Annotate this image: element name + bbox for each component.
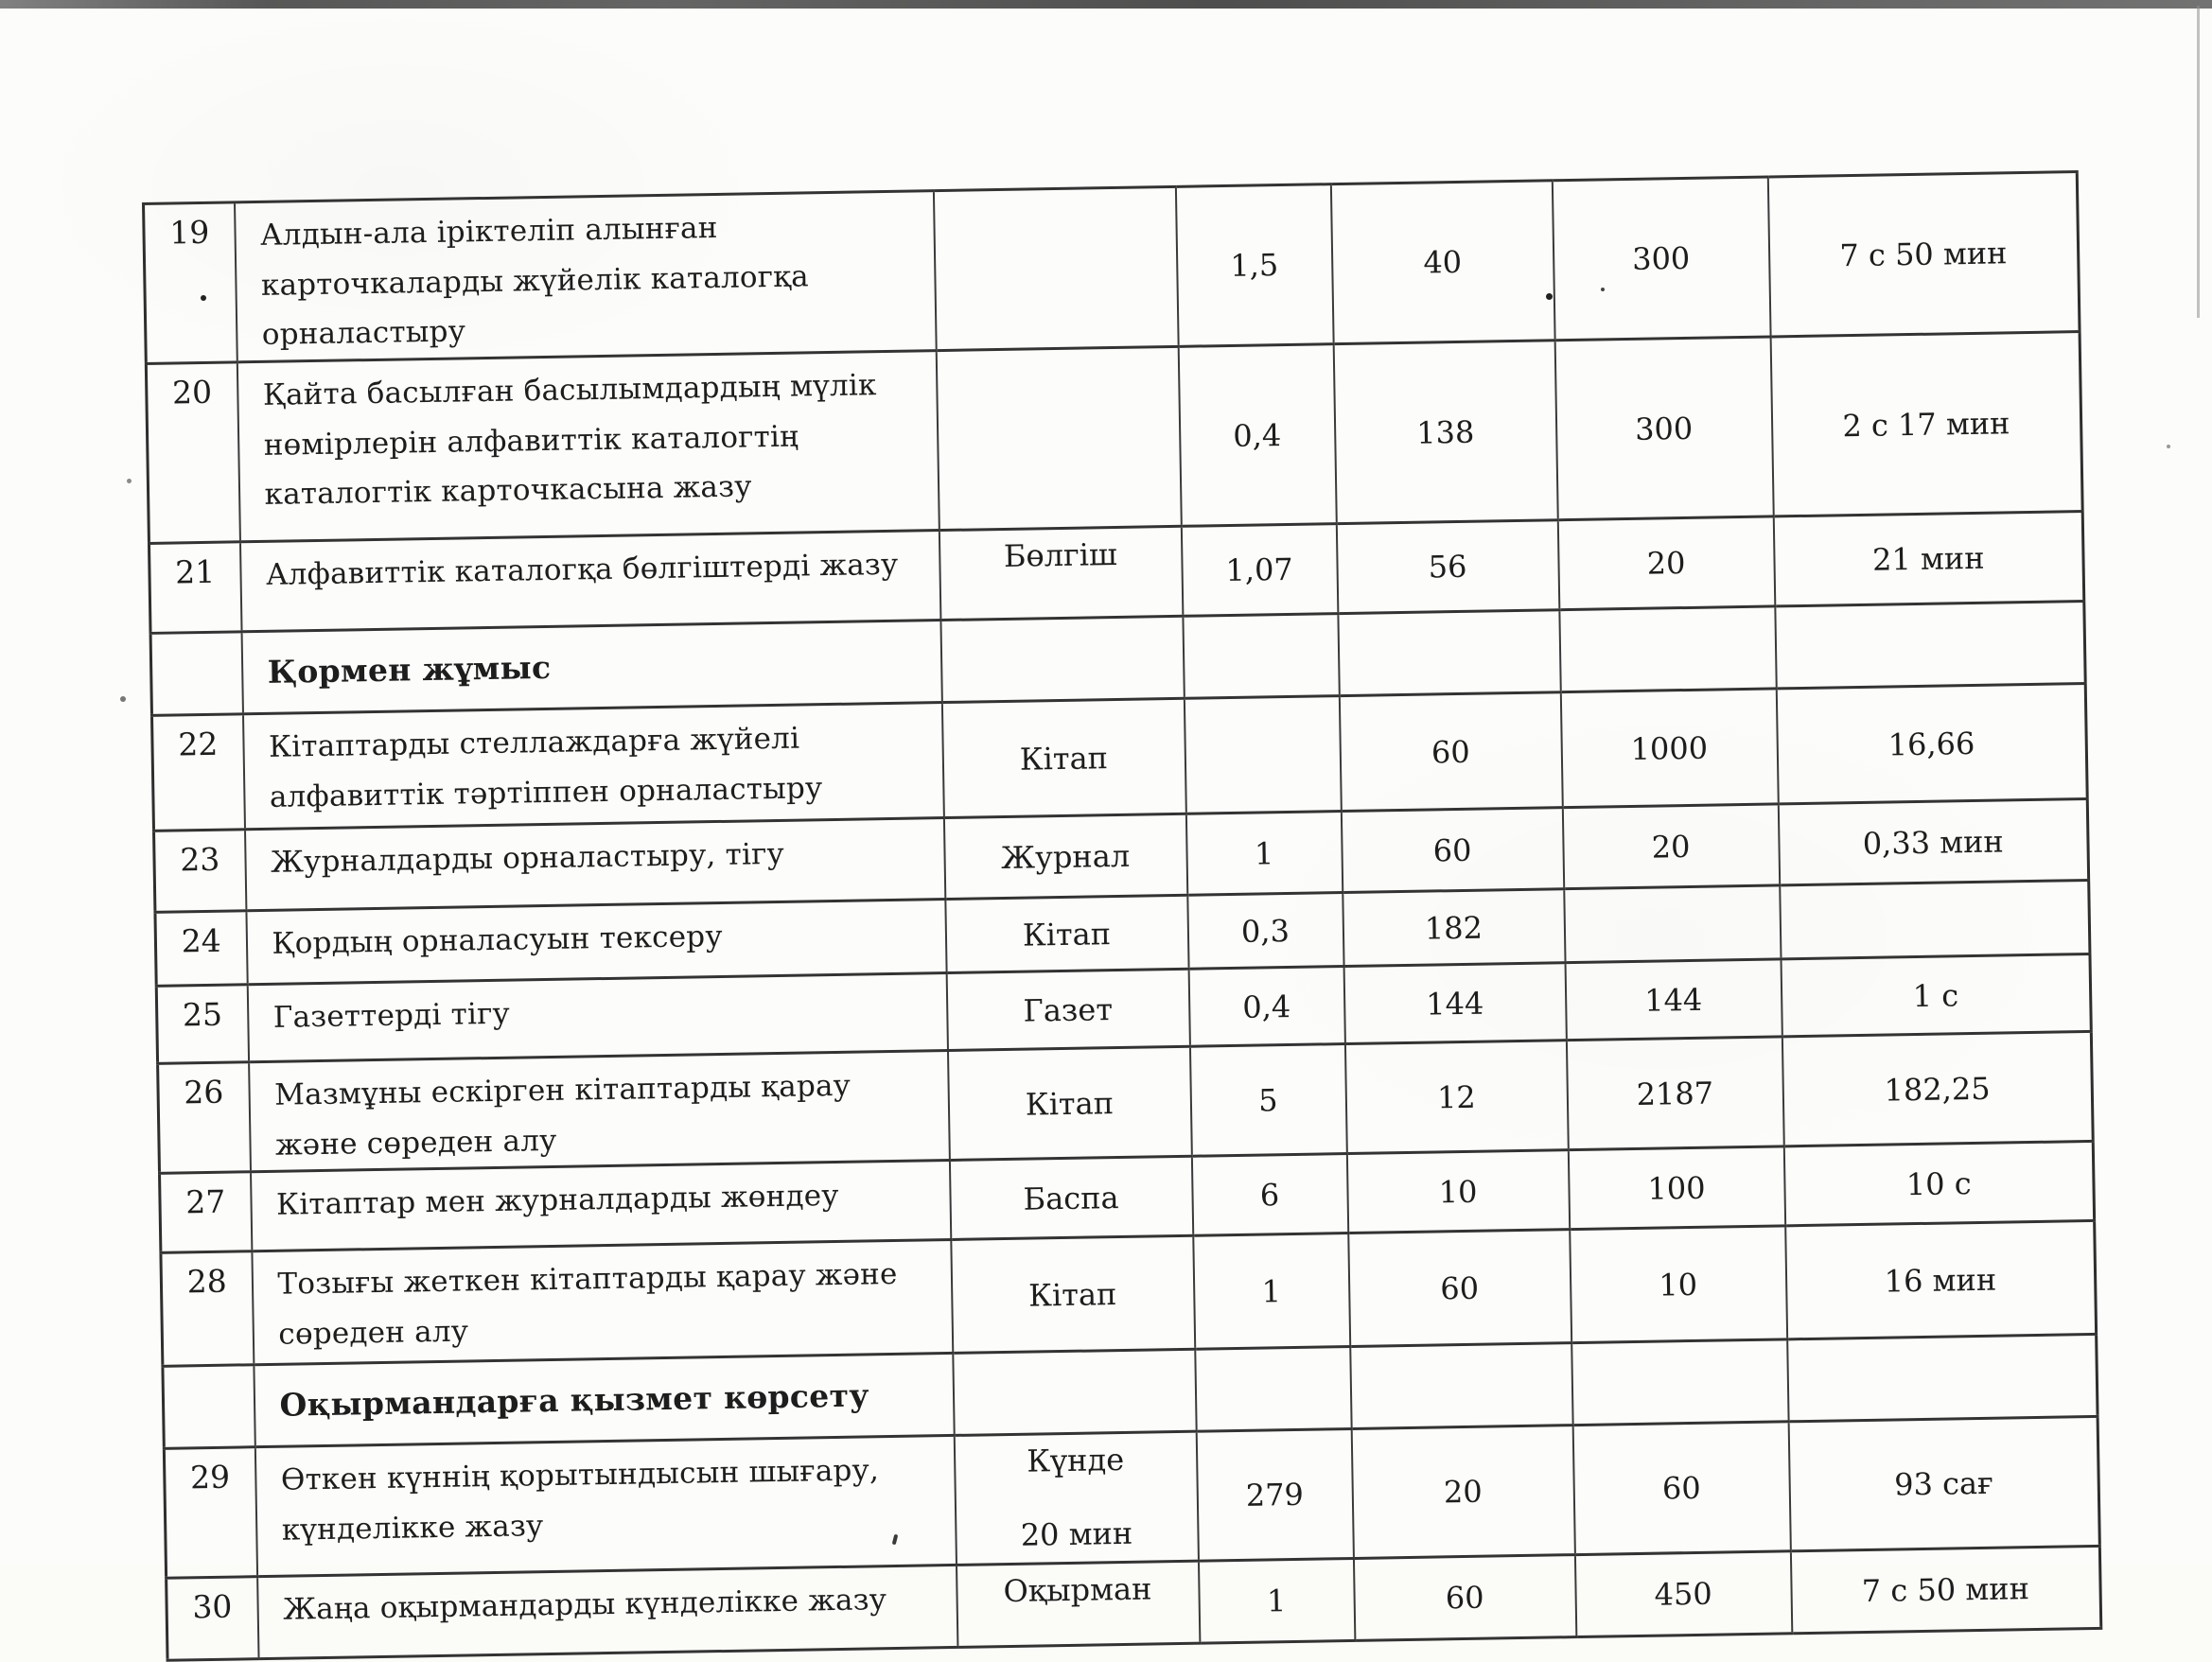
qty-cell: 60 [1348,1230,1571,1347]
ink-speck [201,295,206,301]
volume-cell: 144 [1565,959,1782,1041]
volume-cell: 1000 [1560,689,1778,808]
total-time-cell: 7 с 50 мин [1767,172,2080,337]
unit-cell [953,1350,1196,1436]
unit-line-2: 20 мин [1020,1515,1133,1554]
rate-cell: 0,3 [1187,893,1343,970]
row-number-cell: 20 [146,362,239,544]
volume-cell: 300 [1552,177,1770,341]
row-number-cell: 22 [151,714,244,831]
task-description: Газеттерді тігу [247,973,947,1062]
task-description: Жаңа оқырмандарды күнделікке жазу [257,1566,957,1659]
volume-cell: 100 [1568,1146,1784,1230]
ink-speck [1601,288,1605,291]
volume-cell [1571,1339,1788,1426]
rate-cell: 1 [1198,1559,1354,1644]
total-time-cell: 7 с 50 мин [1790,1547,2100,1634]
task-description: Қайта басылған басылымдардың мүлік нөмірлерін алфавиттік каталогтің каталогтік карточкасына жазу [237,351,939,542]
rate-cell: 1 [1193,1233,1350,1350]
total-time-cell: 2 с 17 мин [1770,332,2082,516]
rate-cell [1184,696,1341,814]
unit-cell [940,616,1184,702]
row-number-cell: 29 [164,1447,256,1579]
qty-cell: 182 [1343,889,1565,967]
qty-cell: 20 [1351,1426,1574,1559]
row-number-cell: 28 [161,1251,254,1367]
rate-cell: 0,4 [1178,344,1336,527]
task-description: Тозығы жеткен кітаптарды қарау және сөреден алу [252,1240,953,1365]
rate-cell: 5 [1189,1044,1346,1157]
unit-cell: Кітап [951,1236,1195,1354]
task-description: Өткен күннің қорытындысын шығару, күнделікке жазу [255,1436,956,1577]
norms-table [142,170,2102,1662]
row-number-cell: 26 [158,1062,251,1174]
row-number-cell: 19 [144,202,237,364]
qty-cell: 40 [1330,181,1554,344]
section-title: Қормен жұмыс [241,621,941,714]
unit-line-1: Күнде [1026,1442,1125,1480]
total-time-cell: 16 мин [1785,1221,2097,1339]
qty-cell [1338,610,1560,696]
ink-speck [2167,445,2170,448]
row-number-cell [150,632,242,716]
unit-cell: Кітап [945,895,1188,972]
unit-cell [933,186,1178,350]
volume-cell: 20 [1562,804,1779,889]
volume-cell: 300 [1554,337,1773,520]
qty-cell: 60 [1341,808,1563,893]
unit-cell: Кітап [941,698,1185,817]
row-number-cell: 24 [155,911,247,987]
rate-cell: 1 [1185,812,1342,896]
total-time-cell: 21 мин [1773,512,2084,606]
unit-cell: Газет [946,969,1189,1050]
task-description: Журналдарды орналастыру, тігу [245,818,945,911]
row-number-cell [163,1365,255,1449]
table-row [146,332,2082,544]
unit-cell: Кітап [947,1046,1191,1161]
row-number-cell: 21 [149,542,241,634]
row-number-cell: 30 [167,1577,258,1661]
task-description: Алфавиттік каталогқа бөлгіштерді жазу [239,531,939,632]
volume-cell: 10 [1570,1226,1787,1343]
scanner-edge-line [2197,6,2200,318]
qty-cell: 56 [1336,520,1559,614]
rate-cell: 1,07 [1181,524,1338,617]
volume-cell: 2187 [1566,1037,1783,1150]
qty-cell: 60 [1353,1555,1575,1641]
row-number-cell: 23 [154,830,246,913]
total-time-cell [1780,881,2090,959]
total-time-cell: 0,33 мин [1778,799,2088,885]
task-description: Алдын-ала іріктеліп алынған карточкаларды жүйелік каталогқа орналастыру [235,191,937,362]
volume-cell: 60 [1572,1422,1790,1555]
total-time-cell: 182,25 [1782,1032,2093,1147]
unit-cell: Баспа [949,1157,1192,1240]
total-time-cell: 93 сағ [1788,1417,2099,1551]
task-description: Мазмұны ескірген кітаптарды қарау және сөреден алу [249,1051,950,1173]
total-time-cell: 16,66 [1776,684,2087,804]
row-number-cell: 27 [160,1172,252,1253]
total-time-cell: 1 с [1781,954,2091,1037]
table-row [144,172,2080,364]
volume-cell: 450 [1574,1551,1791,1637]
unit-cell: Бөлгіш [939,526,1183,620]
norms-table-wrapper [142,170,2102,1662]
row-number-cell: 25 [156,985,248,1064]
rate-cell: 0,4 [1188,967,1344,1047]
ink-speck [120,696,126,702]
total-time-cell: 10 с [1783,1142,2094,1226]
qty-cell: 10 [1346,1150,1569,1233]
unit-cell: Оқырман [957,1562,1200,1648]
task-description: Кітаптар мен журналдарды жөндеу [251,1161,951,1251]
total-time-cell [1787,1335,2098,1422]
qty-cell: 12 [1344,1041,1568,1154]
unit-cell [936,346,1181,530]
rate-cell [1195,1347,1351,1432]
rate-cell: 279 [1196,1429,1353,1562]
total-time-cell [1775,602,2085,689]
section-title: Оқырмандарға қызмет көрсету [254,1354,954,1447]
volume-cell [1564,885,1781,963]
qty-cell: 144 [1343,963,1566,1044]
volume-cell: 20 [1557,516,1775,610]
rate-cell: 6 [1191,1154,1347,1236]
task-description: Кітаптарды стеллаждарға жүйелі алфавиттік тәртіппен орналастыру [242,703,943,830]
volume-cell [1559,606,1776,692]
ink-speck [127,479,132,483]
qty-cell: 138 [1333,341,1557,524]
qty-cell: 60 [1339,692,1562,812]
ink-speck [1546,293,1553,300]
rate-cell: 1,5 [1175,184,1333,347]
scanner-edge-strip [0,0,2212,9]
unit-cell [954,1432,1198,1566]
task-description: Қордың орналасуын тексеру [246,900,946,985]
unit-cell: Журнал [943,814,1186,899]
qty-cell [1350,1343,1572,1429]
rate-cell [1183,614,1339,699]
